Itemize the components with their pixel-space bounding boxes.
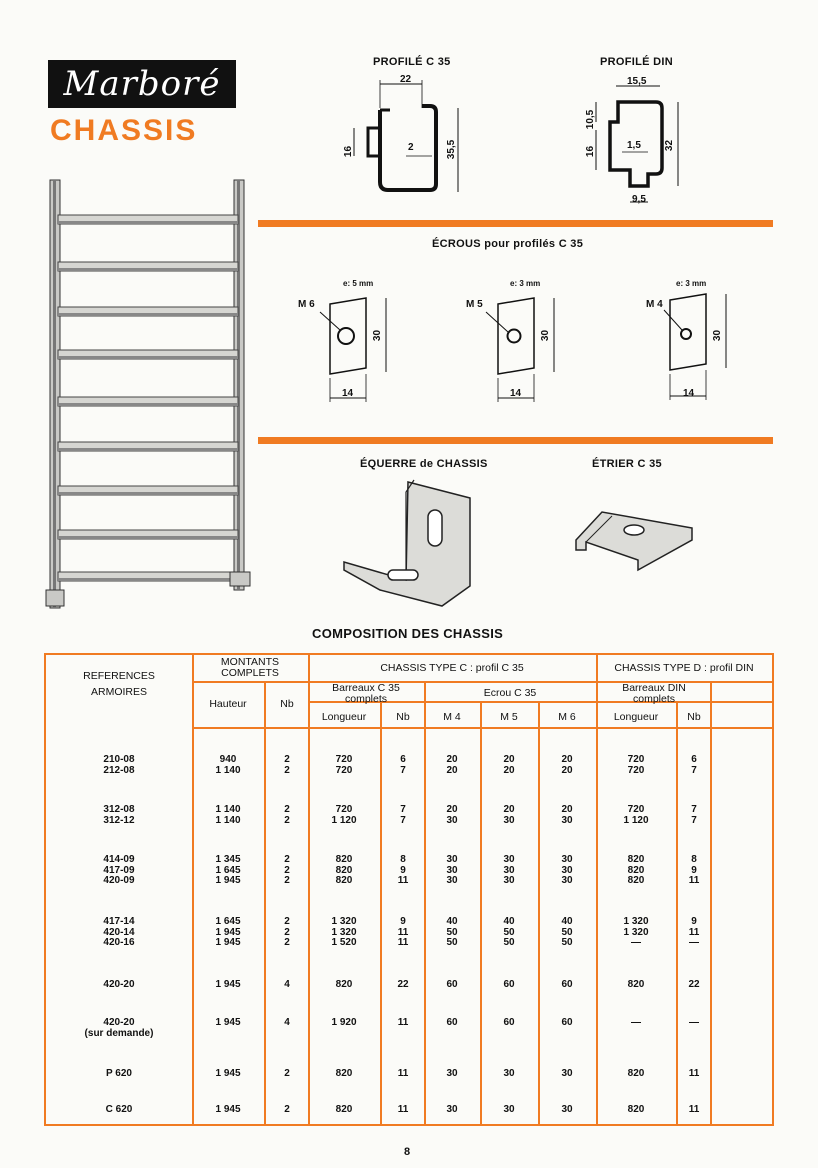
cell-m6: 60 <box>561 1017 573 1028</box>
cell-m4: 30 30 30 <box>446 854 458 886</box>
cell-d-nb: 9 11 — <box>688 916 700 948</box>
brand-logo-text: Marboré <box>63 64 221 104</box>
header-hauteur: Hauteur <box>209 698 247 710</box>
table-vline <box>710 683 712 1124</box>
header-nb2: Nb <box>396 711 410 723</box>
cell-c-longueur: 820 820 820 <box>335 854 353 886</box>
table-vline <box>424 683 426 1124</box>
cell-nb: 2 2 <box>284 754 290 776</box>
cell-reference: C 620 <box>105 1104 133 1115</box>
header-nb: Nb <box>280 698 294 710</box>
nut-m5-drawing <box>468 290 568 402</box>
stirrup-illustration <box>572 490 696 576</box>
cell-c-nb: 9 11 11 <box>397 916 409 948</box>
nut-m5-width: 14 <box>510 388 522 399</box>
nut-m5-thickness: e: 3 mm <box>510 279 541 288</box>
cell-reference: 420-20 <box>103 979 135 990</box>
cell-nb: 4 <box>284 1017 290 1028</box>
nut-m4-height: 30 <box>712 329 724 342</box>
cell-hauteur: 1 645 1 945 1 945 <box>215 916 241 948</box>
cell-d-nb: 11 <box>688 1068 700 1079</box>
cell-m5: 60 <box>503 979 515 990</box>
cell-c-nb: 11 <box>397 1017 409 1028</box>
cell-hauteur: 940 1 140 <box>215 754 241 776</box>
composition-title: COMPOSITION DES CHASSIS <box>312 626 504 641</box>
header-ecrou-c35: Ecrou C 35 <box>483 687 537 699</box>
header-references: REFERENCES <box>83 670 155 682</box>
cell-m4: 40 50 50 <box>446 916 458 948</box>
cell-c-nb: 11 <box>397 1104 409 1115</box>
cell-m6: 30 30 30 <box>561 854 573 886</box>
nut-m5-height: 30 <box>540 329 552 342</box>
cell-m6: 30 <box>561 1068 573 1079</box>
cell-d-longueur: 820 <box>627 979 645 990</box>
cell-c-longueur: 1 920 <box>331 1017 357 1028</box>
cell-hauteur: 1 345 1 645 1 945 <box>215 854 241 886</box>
cell-reference: 417-14 420-14 420-16 <box>103 916 135 948</box>
cell-m5: 20 30 <box>503 804 515 826</box>
cell-d-longueur: 720 720 <box>627 754 645 776</box>
cell-d-nb: 7 7 <box>691 804 697 826</box>
cell-m5: 20 20 <box>503 754 515 776</box>
cell-reference: 414-09 417-09 420-09 <box>103 854 135 886</box>
bracket-title: ÉQUERRE de CHASSIS <box>360 458 488 470</box>
cell-d-nb: 11 <box>688 1104 700 1115</box>
cell-d-nb: 6 7 <box>691 754 697 776</box>
stirrup-title: ÉTRIER C 35 <box>592 458 662 470</box>
cell-hauteur: 1 945 <box>215 979 241 990</box>
cell-c-longueur: 820 <box>335 979 353 990</box>
cell-d-nb: — <box>689 1017 699 1028</box>
cell-nb: 2 2 2 <box>284 854 290 886</box>
cell-d-longueur: 1 320 1 320 — <box>623 916 649 948</box>
nut-m4-thickness: e: 3 mm <box>676 279 707 288</box>
nut-m4-thread: M 4 <box>646 299 663 310</box>
profile-din-dim-thickness: 1,5 <box>627 140 641 151</box>
cell-reference: 420-20 (sur demande) <box>84 1017 154 1039</box>
cell-d-longueur: 820 820 820 <box>627 854 645 886</box>
cell-m5: 30 30 30 <box>503 854 515 886</box>
cell-c-longueur: 1 320 1 320 1 520 <box>331 916 357 948</box>
cell-m5: 40 50 50 <box>503 916 515 948</box>
composition-table <box>44 653 774 1126</box>
cell-c-nb: 7 7 <box>400 804 406 826</box>
nut-m4-width: 14 <box>683 388 695 399</box>
header-type-d: CHASSIS TYPE D : profil DIN <box>614 662 754 674</box>
table-vline <box>264 683 266 1124</box>
cell-m6: 20 30 <box>561 804 573 826</box>
header-m6: M 6 <box>558 711 576 723</box>
cell-m6: 20 20 <box>561 754 573 776</box>
profile-din-dim-top: 15,5 <box>627 76 647 87</box>
cell-c-longueur: 720 720 <box>335 754 353 776</box>
page-title: CHASSIS <box>50 114 198 147</box>
header-barreaux-din: Barreaux DIN complets <box>622 682 686 705</box>
cell-d-nb: 22 <box>688 979 700 990</box>
cell-m4: 20 30 <box>446 804 458 826</box>
profile-c35-dim-width: 22 <box>400 74 412 85</box>
cell-m4: 30 <box>446 1068 458 1079</box>
cell-d-longueur: 820 <box>627 1104 645 1115</box>
brand-logo <box>48 60 236 108</box>
cell-m6: 30 <box>561 1104 573 1115</box>
cell-hauteur: 1 945 <box>215 1068 241 1079</box>
profile-din-dim-upper: 10,5 <box>585 109 597 130</box>
cell-m4: 60 <box>446 979 458 990</box>
nut-m6-drawing <box>300 290 400 402</box>
table-hline <box>192 727 772 729</box>
table-vline <box>596 655 598 1124</box>
cell-m5: 60 <box>503 1017 515 1028</box>
cell-c-longueur: 820 <box>335 1068 353 1079</box>
nuts-title: ÉCROUS pour profilés C 35 <box>432 238 584 250</box>
header-longueur: Longueur <box>321 711 367 723</box>
cell-hauteur: 1 140 1 140 <box>215 804 241 826</box>
cell-m4: 20 20 <box>446 754 458 776</box>
header-barreaux-c35: Barreaux C 35 complets <box>332 682 400 705</box>
cell-reference: 210-08 212-08 <box>103 754 135 776</box>
cell-nb: 2 2 2 <box>284 916 290 948</box>
table-vline <box>308 655 310 1124</box>
cell-c-nb: 22 <box>397 979 409 990</box>
cell-d-longueur: 720 1 120 <box>623 804 649 826</box>
cell-m6: 60 <box>561 979 573 990</box>
profile-c35-dim-height: 35,5 <box>446 139 458 160</box>
profile-din-title: PROFILÉ DIN <box>600 56 673 68</box>
nut-m6-width: 14 <box>342 388 354 399</box>
cell-d-longueur: 820 <box>627 1068 645 1079</box>
header-armoires: ARMOIRES <box>90 686 147 698</box>
cell-c-nb: 11 <box>397 1068 409 1079</box>
cell-c-longueur: 720 1 120 <box>331 804 357 826</box>
cell-nb: 2 <box>284 1104 290 1115</box>
profile-din-dim-bottom: 9,5 <box>632 194 646 205</box>
header-montants: MONTANTS COMPLETS <box>220 656 280 679</box>
cell-m6: 40 50 50 <box>561 916 573 948</box>
nut-m6-thread: M 6 <box>298 299 315 310</box>
cell-m5: 30 <box>503 1068 515 1079</box>
chassis-frame-illustration <box>44 172 254 612</box>
header-type-c: CHASSIS TYPE C : profil C 35 <box>380 662 524 674</box>
nut-m4-drawing <box>640 290 740 402</box>
profile-c35-dim-thickness: 2 <box>408 142 414 153</box>
profile-din-dim-height: 32 <box>664 139 676 152</box>
page-number: 8 <box>404 1146 411 1158</box>
cell-c-longueur: 820 <box>335 1104 353 1115</box>
header-longueur-d: Longueur <box>613 711 659 723</box>
cell-nb: 2 <box>284 1068 290 1079</box>
nut-m6-height: 30 <box>372 329 384 342</box>
cell-reference: P 620 <box>106 1068 132 1079</box>
header-m4: M 4 <box>443 711 461 723</box>
profile-c35-drawing <box>346 72 468 200</box>
cell-m4: 60 <box>446 1017 458 1028</box>
cell-nb: 4 <box>284 979 290 990</box>
header-nb-d: Nb <box>687 711 701 723</box>
cell-m5: 30 <box>503 1104 515 1115</box>
cell-hauteur: 1 945 <box>215 1104 241 1115</box>
cell-hauteur: 1 945 <box>215 1017 241 1028</box>
nut-m5-thread: M 5 <box>466 299 483 310</box>
cell-d-nb: 8 9 11 <box>688 854 700 886</box>
section-divider <box>258 220 773 227</box>
cell-d-longueur: — <box>631 1017 641 1028</box>
table-vline <box>192 655 194 1124</box>
cell-c-nb: 6 7 <box>400 754 406 776</box>
profile-c35-title: PROFILÉ C 35 <box>373 56 451 68</box>
profile-din-dim-lower: 16 <box>585 145 597 158</box>
header-m5: M 5 <box>500 711 518 723</box>
cell-nb: 2 2 <box>284 804 290 826</box>
nut-m6-thickness: e: 5 mm <box>343 279 374 288</box>
cell-reference: 312-08 312-12 <box>103 804 135 826</box>
cell-c-nb: 8 9 11 <box>397 854 409 886</box>
table-hline <box>192 681 308 683</box>
cell-m4: 30 <box>446 1104 458 1115</box>
bracket-illustration <box>336 474 486 614</box>
section-divider-2 <box>258 437 773 444</box>
profile-c35-dim-slot: 16 <box>343 145 355 158</box>
